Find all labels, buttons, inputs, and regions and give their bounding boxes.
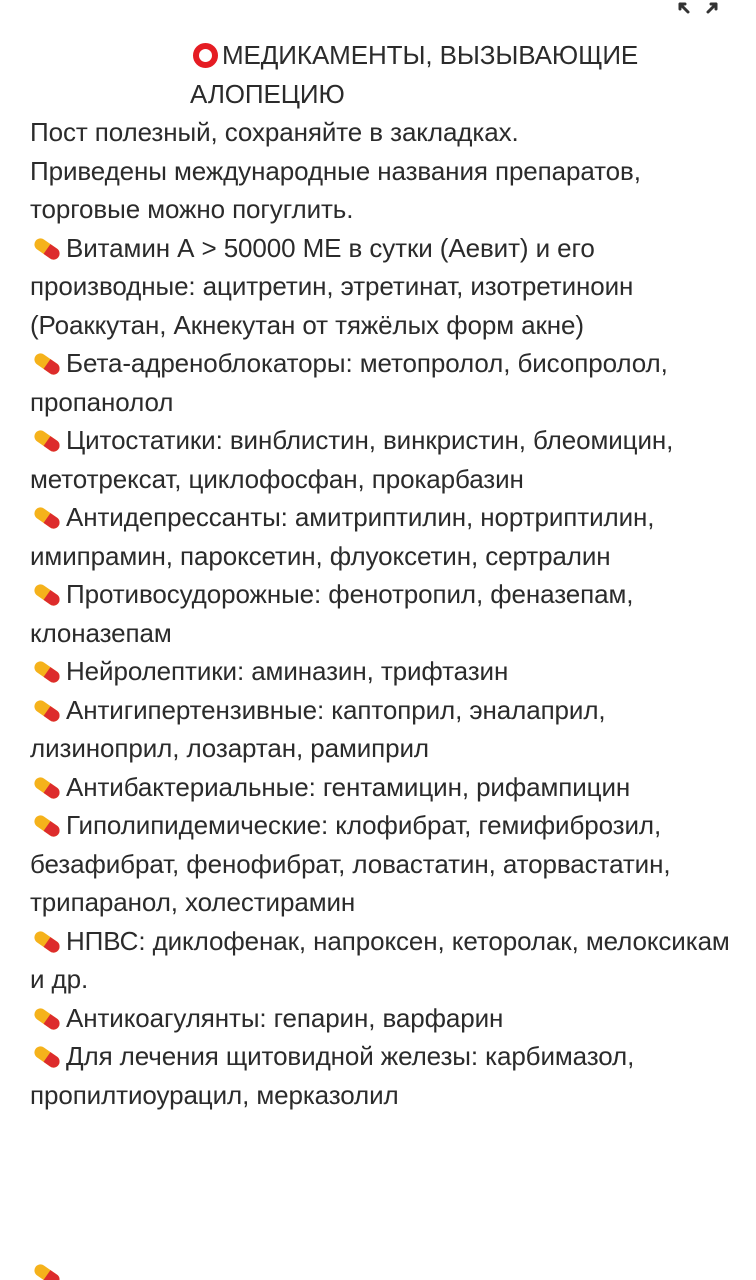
medication-item <box>30 652 734 691</box>
cut-off-next-item <box>30 1262 734 1280</box>
medication-item-text: Цитостатики: винблистин, винкристин, блеомицин, метотрексат, циклофосфан, прокарбазин <box>30 425 674 494</box>
pill-icon <box>30 775 64 801</box>
pill-icon <box>30 1044 64 1070</box>
post-body <box>30 36 734 1114</box>
hollow-red-circle-icon <box>193 43 218 68</box>
medication-item <box>30 999 734 1038</box>
pill-icon <box>30 698 64 724</box>
pill-icon <box>30 659 64 685</box>
pill-icon <box>30 505 64 531</box>
medication-item-text: Для лечения щитовидной железы: карбимазол, пропилтиоурацил, мерказолил <box>30 1041 635 1110</box>
pill-icon <box>30 929 64 955</box>
intro-line-1: Пост полезный, сохраняйте в закладках. <box>30 117 519 147</box>
medication-list <box>30 229 734 1115</box>
medication-item-text: Витамин А > 50000 МЕ в сутки (Аевит) и его производные: ацитретин, этретинат, изотретиноин (Роаккутан, Акнекутан от тяжёлых форм акне) <box>30 232 634 340</box>
medication-item-text: Бета-адреноблокаторы: метопролол, бисопролол, пропанолол <box>30 348 668 417</box>
medication-item <box>30 768 734 807</box>
medication-item <box>30 575 734 652</box>
post-title <box>30 36 734 113</box>
medication-item-text: Антигипертензивные: каптоприл, эналаприл, лизиноприл, лозартан, рамиприл <box>30 694 606 763</box>
medication-item <box>30 806 734 922</box>
medication-item-text: Противосудорожные: фенотропил, феназепам, клоназепам <box>30 579 634 648</box>
medication-item <box>30 1037 734 1114</box>
medication-item-text: Антибактериальные: гентамицин, рифампицин <box>66 771 631 802</box>
medication-item-text: Нейролептики: аминазин, трифтазин <box>66 656 509 686</box>
medication-item-text: Гиполипидемические: клофибрат, гемифиброзил, безафибрат, фенофибрат, ловастатин, аторвастатин, трипаранол, холестирамин <box>30 810 671 917</box>
pill-icon <box>30 351 64 377</box>
medication-item <box>30 229 734 345</box>
medication-item <box>30 421 734 498</box>
medication-item-text: Антикоагулянты: гепарин, варфарин <box>66 1002 504 1033</box>
intro-line-2: Приведены международные названия препаратов, торговые можно погуглить. <box>30 155 641 224</box>
medication-item-text: НПВС: диклофенак, напроксен, кеторолак, мелоксикам и др. <box>30 925 730 994</box>
expand-icon[interactable] <box>676 0 720 16</box>
medication-item <box>30 498 734 575</box>
medication-item <box>30 344 734 421</box>
medication-item <box>30 691 734 768</box>
pill-icon <box>30 236 64 262</box>
pill-icon <box>30 428 64 454</box>
medication-item <box>30 922 734 999</box>
pill-icon <box>30 1262 64 1280</box>
pill-icon <box>30 582 64 608</box>
pill-icon <box>30 1006 64 1032</box>
post-title-text: МЕДИКАМЕНТЫ, ВЫЗЫВАЮЩИЕ АЛОПЕЦИЮ <box>190 40 639 109</box>
pill-icon <box>30 813 64 839</box>
medication-item-text: Антидепрессанты: амитриптилин, нортриптилин, имипрамин, пароксетин, флуоксетин, сертралин <box>30 502 655 571</box>
